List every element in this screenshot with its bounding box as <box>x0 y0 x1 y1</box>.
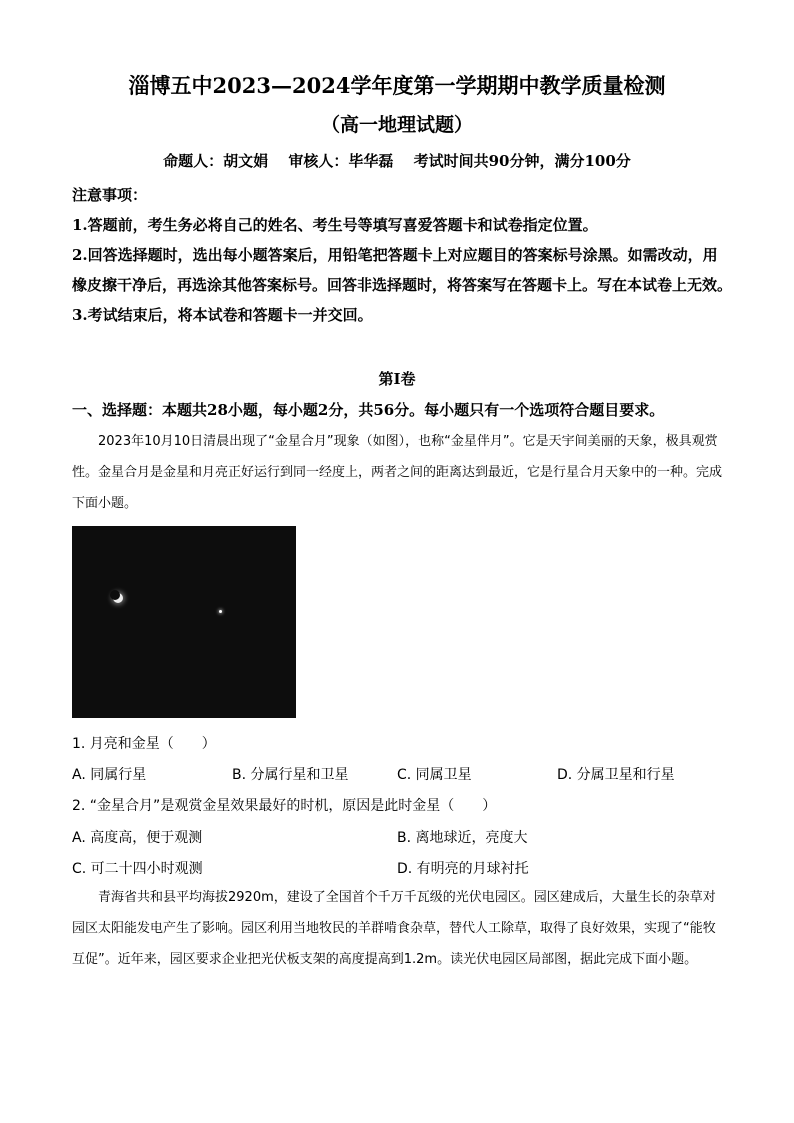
question-1-option-a[interactable]: A. 同属行星 <box>72 767 147 783</box>
passage-text: 2023年10月10日清晨出现了“金星合月”现象（如图），也称“金星伴月”。它是天宇间美丽的天象，极具观赏性。金星合月是金星和月亮正好运行到同一经度上，两者之间的距离达到最近，它是行星合月天象中的一种。完成下面小题。 <box>72 434 723 511</box>
notice-block <box>72 180 732 330</box>
exam-subtitle: （高一地理试题） <box>320 114 473 136</box>
notice-item: 3.考试结束后，将本试卷和答题卡一并交回。 <box>72 306 373 324</box>
question-1-stem: 1. 月亮和金星（ ） <box>72 736 216 752</box>
passage-solar-park <box>72 882 722 975</box>
passage-text: 青海省共和县平均海拔2920m，建设了全国首个千万千瓦级的光伏电园区。园区建成后，大量生长的杂草对园区太阳能发电产生了影响。园区利用当地牧民的羊群啃食杂草，替代人工除草，取得了良好效果，实现了“能牧互促”。近年来，园区要求企业把光伏板支架的高度提高到1.2m。读光伏电园区局部图，据此完成下面小题。 <box>72 890 716 967</box>
notice-heading: 注意事项： <box>72 186 148 204</box>
notice-item: 2.回答选择题时，选出每小题答案后，用铅笔把答题卡上对应题目的答案标号涂黑。如需改动，用橡皮擦干净后，再选涂其他答案标号。回答非选择题时，将答案写在答题卡上。写在本试卷上无效。 <box>72 246 733 294</box>
section-heading: 一、选择题：本题共28小题，每小题2分，共56分。每小题只有一个选项符合题目要求。 <box>72 401 665 419</box>
question-2-option-a[interactable]: A. 高度高，便于观测 <box>72 830 203 846</box>
question-2-option-c[interactable]: C. 可二十四小时观测 <box>72 861 203 877</box>
venus-moon-photo <box>72 526 296 718</box>
venus-icon <box>219 610 222 613</box>
question-1-option-b[interactable]: B. 分属行星和卫星 <box>232 767 349 783</box>
section-label: 第I卷 <box>378 370 416 388</box>
question-2-option-b[interactable]: B. 离地球近，亮度大 <box>397 830 528 846</box>
exam-title: 淄博五中2023—2024学年度第一学期期中教学质量检测 <box>128 73 666 98</box>
question-1-option-d[interactable]: D. 分属卫星和行星 <box>557 767 675 783</box>
question-2-stem: 2. “金星合月”是观赏金星效果最好的时机，原因是此时金星（ ） <box>72 798 497 814</box>
moon-shadow <box>110 590 120 600</box>
exam-meta: 命题人：胡文娟 审核人：毕华磊 考试时间共90分钟，满分100分 <box>163 152 631 170</box>
question-1-option-c[interactable]: C. 同属卫星 <box>397 767 472 783</box>
passage-venus-moon <box>72 426 722 519</box>
notice-item: 1.答题前，考生务必将自己的姓名、考生号等填写喜爱答题卡和试卷指定位置。 <box>72 216 598 234</box>
question-2-option-d[interactable]: D. 有明亮的月球衬托 <box>397 861 529 877</box>
